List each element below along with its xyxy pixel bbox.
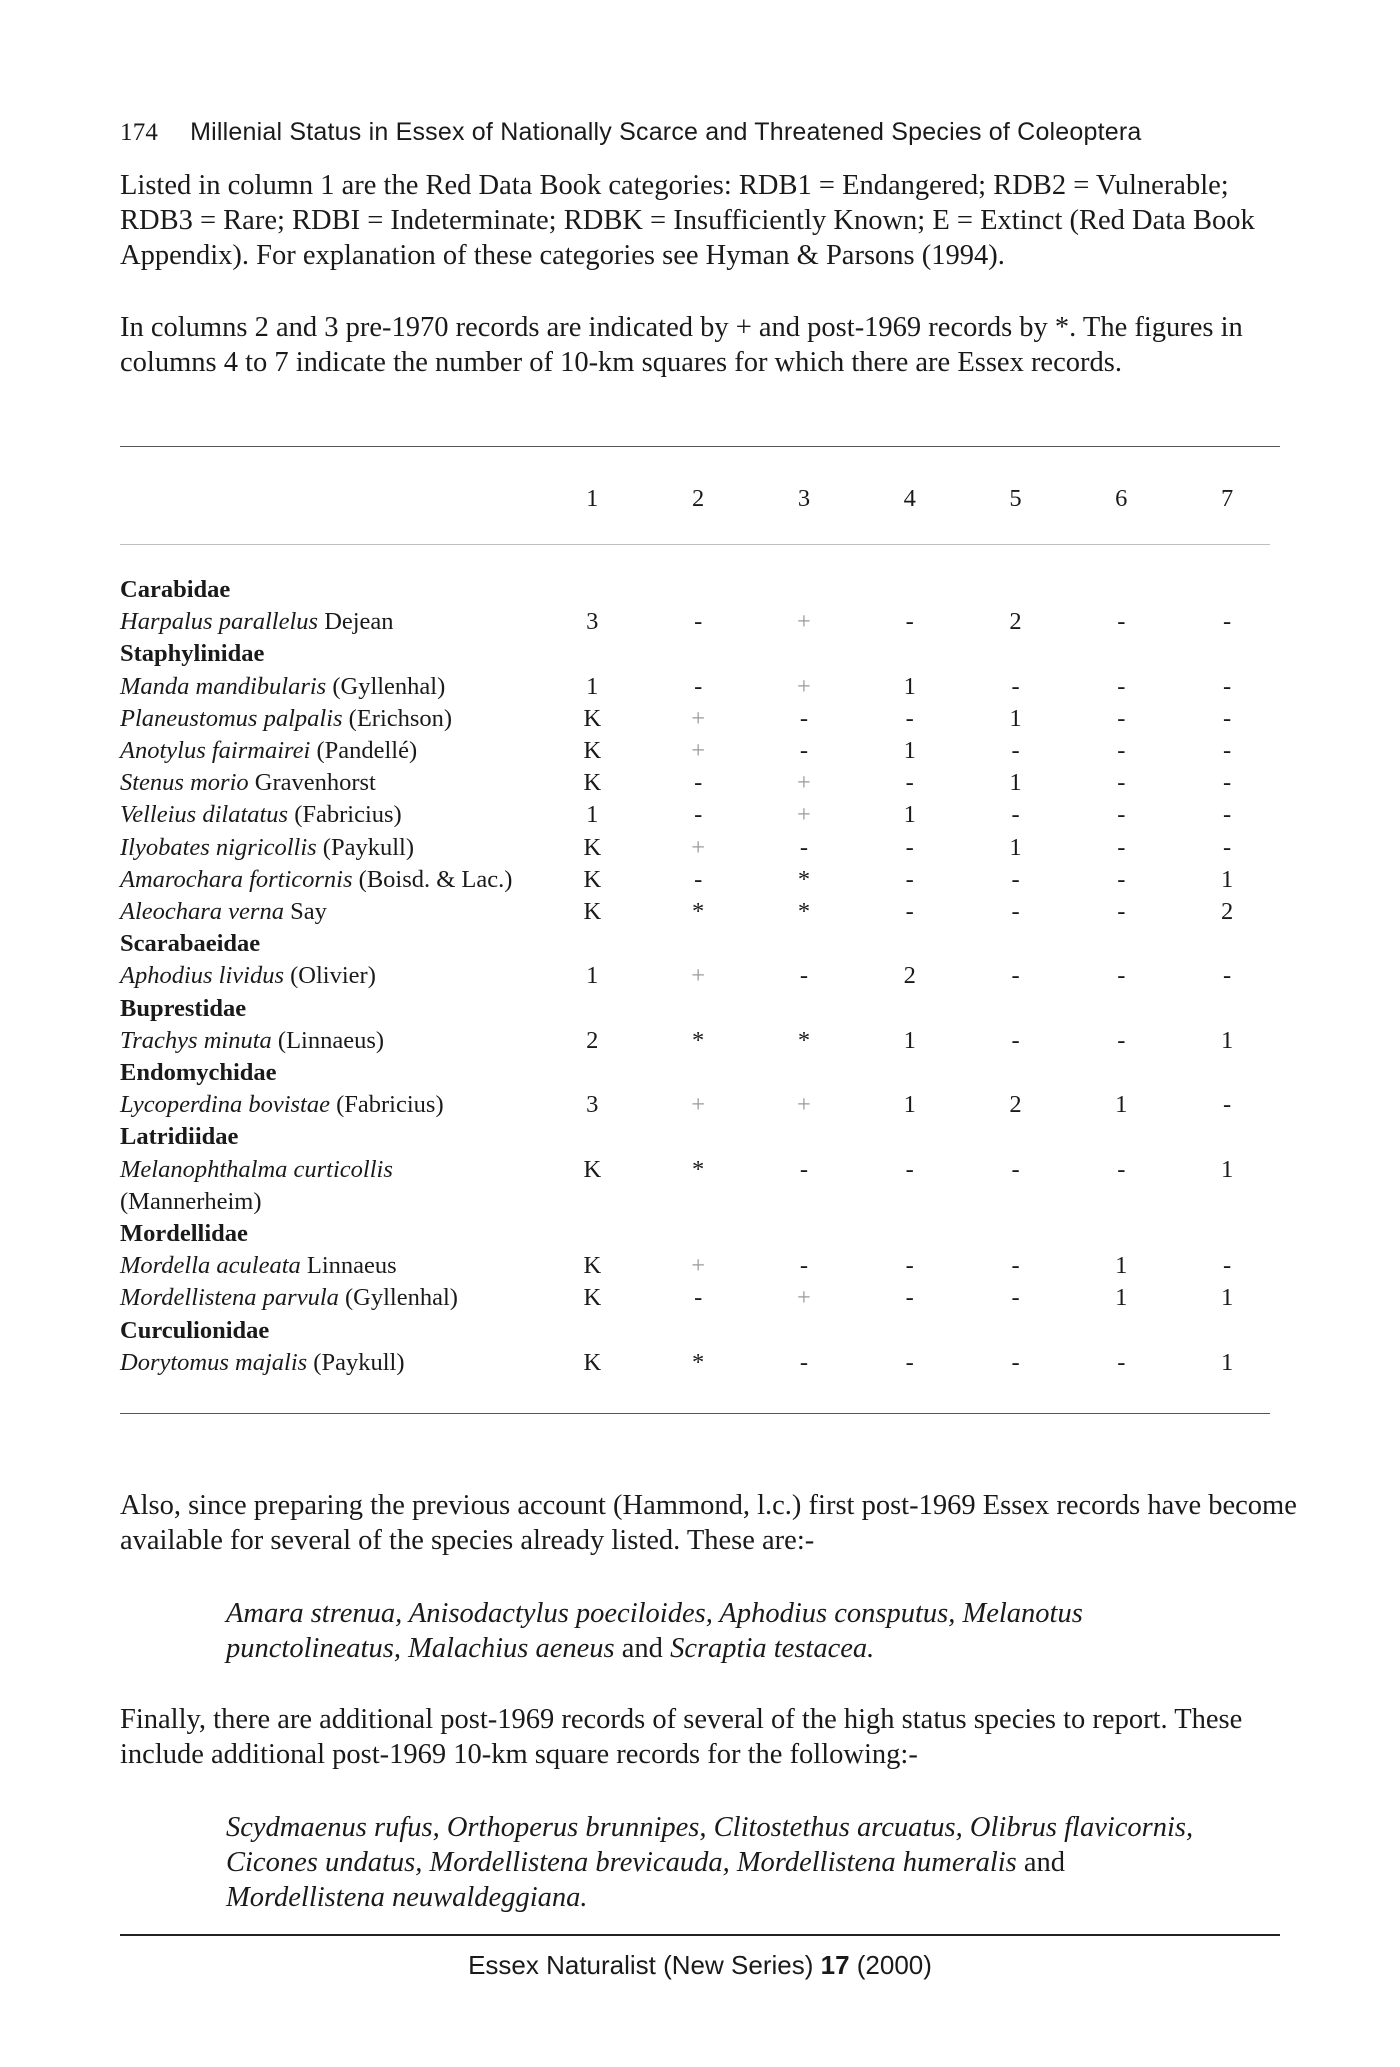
- value-cell-col-3: *: [797, 898, 811, 926]
- species-row: [120, 896, 1280, 928]
- empty-cell: [539, 1057, 645, 1089]
- empty-cell: [857, 1218, 963, 1250]
- empty-cell: [645, 1186, 751, 1218]
- empty-cell: [1068, 1186, 1174, 1218]
- empty-cell: [539, 638, 645, 670]
- value-cell-col-4: 1: [903, 1091, 916, 1119]
- species-cell: [120, 1154, 539, 1186]
- empty-cell: [1174, 574, 1280, 606]
- empty-cell: [1174, 638, 1280, 670]
- column-header-6: 6: [1115, 485, 1128, 512]
- species-row: [120, 1347, 1280, 1379]
- value-cell-col-4: -: [905, 1348, 914, 1376]
- species-row: [120, 703, 1280, 735]
- empty-cell: [751, 1057, 857, 1089]
- empty-cell: [645, 1315, 751, 1347]
- family-row: [120, 574, 1280, 606]
- species-name: Trachys minuta: [120, 1026, 272, 1054]
- value-cell-col-4: 1: [903, 737, 916, 765]
- species-cell: [120, 896, 539, 928]
- species-row: [120, 1282, 1280, 1314]
- family-row: [120, 1121, 1280, 1153]
- column-header-3: 3: [797, 485, 811, 512]
- species-cell: [120, 1025, 539, 1057]
- empty-cell: [1068, 928, 1174, 960]
- value-cell-col-2: -: [694, 801, 703, 829]
- column-header-5: 5: [1009, 485, 1022, 512]
- value-cell-col-6: -: [1117, 962, 1126, 990]
- species-row: [120, 671, 1280, 703]
- empty-cell: [857, 928, 963, 960]
- value-cell-col-4: -: [905, 608, 914, 636]
- value-cell-col-3: *: [797, 865, 811, 893]
- value-cell-col-2: +: [691, 962, 706, 990]
- value-cell-col-2: *: [692, 1348, 705, 1376]
- family-name: Endomychidae: [120, 1059, 277, 1087]
- value-cell-col-7: 2: [1220, 898, 1234, 926]
- value-cell-col-2: +: [691, 737, 706, 765]
- value-cell-col-4: -: [905, 865, 914, 893]
- value-cell-col-6: -: [1117, 769, 1126, 797]
- value-cell-col-7: -: [1223, 672, 1232, 700]
- family-name: Carabidae: [120, 576, 231, 603]
- species-row: [120, 1089, 1280, 1121]
- value-cell-col-6: -: [1117, 704, 1126, 732]
- family-row: [120, 1315, 1280, 1347]
- species-cell: [120, 703, 539, 735]
- value-cell-col-6: 1: [1115, 1252, 1128, 1280]
- running-title: Millenial Status in Essex of Nationally Scarce and Threatened Species of Coleoptera: [190, 118, 1142, 146]
- empty-cell: [645, 1218, 751, 1250]
- value-cell-col-6: -: [1117, 865, 1126, 893]
- value-cell-col-1: K: [583, 1348, 602, 1376]
- species-name: Harpalus parallelus: [120, 608, 319, 636]
- empty-cell: [645, 574, 751, 606]
- value-cell-col-7: -: [1223, 608, 1232, 636]
- species-list-square-records: [226, 1810, 1226, 1915]
- species-name: Mordella aculeata: [120, 1252, 301, 1280]
- value-cell-col-7: -: [1223, 704, 1232, 732]
- empty-cell: [751, 638, 857, 670]
- family-name: Curculionidae: [120, 1316, 270, 1344]
- journal-name: Essex Naturalist (New Series): [468, 1950, 821, 1980]
- value-cell-col-7: 1: [1220, 1026, 1234, 1054]
- value-cell-col-4: -: [905, 1284, 914, 1312]
- empty-cell: [1068, 993, 1174, 1025]
- species-authority: Linnaeus: [300, 1252, 397, 1280]
- gap-cell: [120, 520, 1280, 574]
- empty-cell: [857, 1121, 963, 1153]
- empty-cell: [963, 1186, 1069, 1218]
- table-body: [120, 478, 1280, 1379]
- value-cell-col-1: K: [583, 1284, 602, 1312]
- empty-cell: [857, 574, 963, 606]
- value-cell-col-5: -: [1011, 865, 1020, 893]
- value-cell-col-2: -: [694, 608, 703, 636]
- value-cell-col-5: -: [1011, 737, 1020, 765]
- species-row: [120, 1250, 1280, 1282]
- species-authority: (Mannerheim): [120, 1187, 262, 1215]
- value-cell-col-1: K: [583, 737, 602, 765]
- empty-cell: [1068, 1057, 1174, 1089]
- species-list-first-records: [226, 1596, 1226, 1666]
- species-row: [120, 960, 1280, 992]
- value-cell-col-5: 1: [1009, 704, 1022, 732]
- value-cell-col-5: -: [1011, 1155, 1020, 1183]
- species-continuation-row: [120, 1186, 1280, 1218]
- family-name: Mordellidae: [120, 1220, 248, 1248]
- empty-cell: [963, 993, 1069, 1025]
- empty-cell: [539, 928, 645, 960]
- empty-cell: [857, 638, 963, 670]
- value-cell-col-1: 2: [586, 1026, 599, 1054]
- species-list-conjunction: and: [1016, 1847, 1066, 1878]
- species-row: [120, 735, 1280, 767]
- value-cell-col-6: -: [1117, 1155, 1126, 1183]
- value-cell-col-4: -: [905, 1155, 914, 1183]
- empty-cell: [645, 928, 751, 960]
- empty-cell: [963, 1121, 1069, 1153]
- empty-cell: [751, 1121, 857, 1153]
- value-cell-col-6: -: [1117, 608, 1126, 636]
- species-name: Ilyobates nigricollis: [120, 833, 317, 861]
- column-header-blank: [120, 478, 539, 520]
- species-name: Mordellistena parvula: [120, 1284, 339, 1312]
- empty-cell: [1068, 1218, 1174, 1250]
- value-cell-col-6: -: [1117, 801, 1126, 829]
- value-cell-col-6: -: [1117, 672, 1126, 700]
- species-cell: [120, 799, 539, 831]
- empty-cell: [539, 1315, 645, 1347]
- intro-paragraph-categories: Listed in column 1 are the Red Data Book categories: RDB1 = Endangered; RDB2 = Vulnerable; RDB3 = Rare; RDBI = Indeterminate; RDBK = Insufficiently Known; E = Extinct (Red Data Book Appendix). For explanation of these categories see Hyman & Parsons (1994).: [120, 170, 1255, 271]
- species-authority: (Paykull): [307, 1348, 405, 1376]
- species-row: [120, 1154, 1280, 1186]
- value-cell-col-7: -: [1223, 962, 1232, 990]
- value-cell-col-2: +: [691, 1252, 706, 1280]
- intro-paragraph-columns: In columns 2 and 3 pre-1970 records are indicated by + and post-1969 records by *. The figures in columns 4 to 7 indicate the number of 10-km squares for which there are Essex records.: [120, 312, 1243, 378]
- value-cell-col-2: -: [694, 769, 703, 797]
- publication-year: (2000): [849, 1950, 932, 1980]
- value-cell-col-5: -: [1011, 1026, 1020, 1054]
- value-cell-col-3: +: [797, 1284, 811, 1312]
- value-cell-col-2: +: [691, 833, 706, 861]
- value-cell-col-4: 2: [903, 962, 916, 990]
- empty-cell: [751, 574, 857, 606]
- empty-cell: [963, 1218, 1069, 1250]
- species-list-names: Amara strenua, Anisodactylus poeciloides, Aphodius consputus, Melanotus punctolineatus, Malachius aeneus: [226, 1598, 1083, 1664]
- table-top-rule: [120, 446, 1280, 447]
- species-row: [120, 767, 1280, 799]
- value-cell-col-3: -: [799, 704, 809, 732]
- family-row: [120, 1057, 1280, 1089]
- value-cell-col-3: -: [799, 1348, 809, 1376]
- column-header-7: 7: [1220, 485, 1234, 512]
- species-authority: (Linnaeus): [271, 1026, 385, 1054]
- value-cell-col-4: -: [905, 898, 914, 926]
- empty-cell: [1174, 1186, 1280, 1218]
- value-cell-col-4: -: [905, 769, 914, 797]
- value-cell-col-3: *: [797, 1026, 811, 1054]
- value-cell-col-3: +: [797, 608, 811, 636]
- value-cell-col-1: K: [583, 898, 602, 926]
- value-cell-col-4: -: [905, 704, 914, 732]
- value-cell-col-1: K: [583, 704, 602, 732]
- value-cell-col-7: -: [1223, 1252, 1232, 1280]
- value-cell-col-1: K: [583, 1155, 602, 1183]
- value-cell-col-5: -: [1011, 801, 1020, 829]
- value-cell-col-3: +: [797, 1091, 811, 1119]
- species-list-conjunction: and: [614, 1633, 671, 1664]
- value-cell-col-6: -: [1117, 898, 1126, 926]
- value-cell-col-4: -: [905, 833, 914, 861]
- species-cell: [120, 767, 539, 799]
- paragraph-additional-records: Also, since preparing the previous account (Hammond, l.c.) first post-1969 Essex records have become available for several of the species already listed. These are:-: [120, 1490, 1297, 1556]
- empty-cell: [1068, 1315, 1174, 1347]
- species-cell: [120, 1089, 539, 1121]
- species-cell: [120, 735, 539, 767]
- species-authority: Dejean: [318, 608, 394, 636]
- value-cell-col-3: +: [797, 672, 811, 700]
- running-header: [120, 118, 1300, 147]
- species-cell: [120, 864, 539, 896]
- value-cell-col-3: +: [797, 769, 811, 797]
- value-cell-col-3: -: [799, 737, 809, 765]
- value-cell-col-4: 1: [903, 801, 916, 829]
- empty-cell: [1174, 1121, 1280, 1153]
- value-cell-col-5: -: [1011, 898, 1020, 926]
- family-row: [120, 1218, 1280, 1250]
- empty-cell: [1068, 574, 1174, 606]
- species-name: Aphodius lividus: [120, 962, 285, 990]
- value-cell-col-7: -: [1223, 801, 1232, 829]
- species-row: [120, 606, 1280, 638]
- value-cell-col-7: -: [1223, 833, 1232, 861]
- family-name: Staphylinidae: [120, 640, 265, 668]
- family-name: Latridiidae: [120, 1123, 239, 1151]
- value-cell-col-2: *: [692, 898, 705, 926]
- species-name: Velleius dilatatus: [120, 801, 289, 829]
- value-cell-col-6: 1: [1115, 1091, 1128, 1119]
- species-list-last: Scraptia testacea.: [670, 1633, 875, 1664]
- empty-cell: [1174, 1315, 1280, 1347]
- species-cell: [120, 1347, 539, 1379]
- value-cell-col-2: *: [692, 1155, 705, 1183]
- species-cell: [120, 832, 539, 864]
- column-header-2: 2: [692, 485, 705, 512]
- species-name: Aleochara verna: [120, 898, 284, 926]
- page-number: 174: [120, 119, 159, 146]
- value-cell-col-5: 2: [1009, 1091, 1022, 1119]
- empty-cell: [963, 1315, 1069, 1347]
- species-name: Anotylus fairmairei: [120, 737, 311, 765]
- value-cell-col-1: K: [583, 1252, 602, 1280]
- species-row: [120, 1025, 1280, 1057]
- value-cell-col-3: -: [799, 833, 809, 861]
- species-row: [120, 864, 1280, 896]
- species-cell: [120, 1282, 539, 1314]
- value-cell-col-6: -: [1117, 1026, 1126, 1054]
- species-cell: [120, 960, 539, 992]
- value-cell-col-7: -: [1223, 769, 1232, 797]
- empty-cell: [539, 1186, 645, 1218]
- species-status-table: [120, 478, 1280, 1379]
- value-cell-col-1: K: [583, 769, 602, 797]
- empty-cell: [645, 1057, 751, 1089]
- value-cell-col-5: 1: [1009, 833, 1022, 861]
- species-name: Stenus morio: [120, 769, 249, 797]
- species-authority: Gravenhorst: [248, 769, 376, 797]
- empty-cell: [1174, 993, 1280, 1025]
- paragraph-additional-squares: Finally, there are additional post-1969 records of several of the high status species to report. These include additional post-1969 10-km square records for the following:-: [120, 1704, 1243, 1770]
- empty-cell: [645, 638, 751, 670]
- species-list-names: Scydmaenus rufus, Orthoperus brunnipes, Clitostethus arcuatus, Olibrus flavicornis, Cicones undatus, Mordellistena brevicauda, Mordellistena humeralis: [226, 1812, 1194, 1878]
- empty-cell: [751, 928, 857, 960]
- species-name: Melanophthalma curticollis: [120, 1155, 393, 1183]
- species-name: Manda mandibularis: [120, 672, 327, 700]
- species-name: Dorytomus majalis: [120, 1348, 308, 1376]
- value-cell-col-2: +: [691, 704, 706, 732]
- column-header-1: 1: [586, 485, 599, 512]
- empty-cell: [963, 638, 1069, 670]
- species-name: Lycoperdina bovistae: [120, 1091, 330, 1119]
- empty-cell: [751, 1218, 857, 1250]
- species-list-last: Mordellistena neuwaldeggiana.: [226, 1882, 588, 1913]
- empty-cell: [539, 574, 645, 606]
- value-cell-col-7: 1: [1220, 865, 1234, 893]
- value-cell-col-3: -: [799, 1155, 809, 1183]
- value-cell-col-2: -: [694, 1284, 703, 1312]
- value-cell-col-6: -: [1117, 833, 1126, 861]
- footer-rule: [120, 1934, 1280, 1936]
- family-row: [120, 993, 1280, 1025]
- species-authority: (Olivier): [284, 962, 376, 990]
- empty-cell: [857, 993, 963, 1025]
- species-row: [120, 832, 1280, 864]
- empty-cell: [645, 1121, 751, 1153]
- family-row: [120, 638, 1280, 670]
- value-cell-col-3: -: [799, 1252, 809, 1280]
- value-cell-col-2: *: [692, 1026, 705, 1054]
- value-cell-col-2: -: [694, 865, 703, 893]
- value-cell-col-4: -: [905, 1252, 914, 1280]
- species-name: Amarochara forticornis: [120, 865, 353, 893]
- value-cell-col-7: 1: [1220, 1155, 1234, 1183]
- value-cell-col-6: -: [1117, 737, 1126, 765]
- column-header-4: 4: [903, 485, 916, 512]
- species-authority: Say: [283, 898, 327, 926]
- table-bottom-rule: [120, 1413, 1270, 1414]
- species-cell: [120, 606, 539, 638]
- value-cell-col-1: K: [583, 865, 602, 893]
- empty-cell: [963, 928, 1069, 960]
- value-cell-col-5: -: [1011, 1348, 1020, 1376]
- value-cell-col-3: +: [797, 801, 811, 829]
- species-name: Planeustomus palpalis: [120, 704, 343, 732]
- empty-cell: [539, 993, 645, 1025]
- value-cell-col-1: 1: [586, 801, 599, 829]
- value-cell-col-4: 1: [903, 672, 916, 700]
- volume-number: 17: [820, 1950, 850, 1980]
- empty-cell: [1174, 928, 1280, 960]
- value-cell-col-6: -: [1117, 1348, 1126, 1376]
- empty-cell: [751, 1186, 857, 1218]
- species-authority: (Fabricius): [329, 1091, 444, 1119]
- value-cell-col-1: 1: [586, 672, 599, 700]
- value-cell-col-5: -: [1011, 1252, 1020, 1280]
- species-authority: (Gyllenhal): [326, 672, 446, 700]
- value-cell-col-1: K: [583, 833, 602, 861]
- journal-footer: [120, 1950, 1280, 1981]
- species-cell: [120, 671, 539, 703]
- empty-cell: [645, 993, 751, 1025]
- species-cell: [120, 1250, 539, 1282]
- empty-cell: [539, 1218, 645, 1250]
- species-authority: (Gyllenhal): [338, 1284, 458, 1312]
- empty-cell: [1174, 1057, 1280, 1089]
- empty-cell: [751, 993, 857, 1025]
- empty-cell: [857, 1057, 963, 1089]
- value-cell-col-7: -: [1223, 737, 1232, 765]
- empty-cell: [1068, 638, 1174, 670]
- header-gap-row: [120, 520, 1280, 574]
- value-cell-col-4: 1: [903, 1026, 916, 1054]
- value-cell-col-1: 3: [586, 1091, 599, 1119]
- value-cell-col-5: 1: [1009, 769, 1022, 797]
- species-authority: (Fabricius): [288, 801, 402, 829]
- value-cell-col-5: -: [1011, 672, 1020, 700]
- value-cell-col-3: -: [799, 962, 809, 990]
- empty-cell: [963, 574, 1069, 606]
- value-cell-col-2: -: [694, 672, 703, 700]
- value-cell-col-7: 1: [1220, 1284, 1234, 1312]
- family-row: [120, 928, 1280, 960]
- family-name: Buprestidae: [120, 994, 247, 1022]
- family-name: Scarabaeidae: [120, 930, 261, 958]
- value-cell-col-5: -: [1011, 962, 1020, 990]
- empty-cell: [857, 1315, 963, 1347]
- value-cell-col-2: +: [691, 1091, 706, 1119]
- empty-cell: [1068, 1121, 1174, 1153]
- species-authority: (Paykull): [316, 833, 414, 861]
- value-cell-col-7: 1: [1220, 1348, 1234, 1376]
- species-authority: (Pandellé): [310, 737, 418, 765]
- species-authority: (Erichson): [342, 704, 453, 732]
- value-cell-col-1: 3: [586, 608, 599, 636]
- value-cell-col-5: 2: [1009, 608, 1022, 636]
- value-cell-col-6: 1: [1115, 1284, 1128, 1312]
- empty-cell: [963, 1057, 1069, 1089]
- value-cell-col-7: -: [1223, 1091, 1232, 1119]
- empty-cell: [857, 1186, 963, 1218]
- value-cell-col-1: 1: [586, 962, 599, 990]
- species-row: [120, 799, 1280, 831]
- empty-cell: [539, 1121, 645, 1153]
- species-authority: (Boisd. & Lac.): [352, 865, 513, 893]
- column-header-row: [120, 478, 1280, 520]
- value-cell-col-5: -: [1011, 1284, 1020, 1312]
- empty-cell: [751, 1315, 857, 1347]
- empty-cell: [1174, 1218, 1280, 1250]
